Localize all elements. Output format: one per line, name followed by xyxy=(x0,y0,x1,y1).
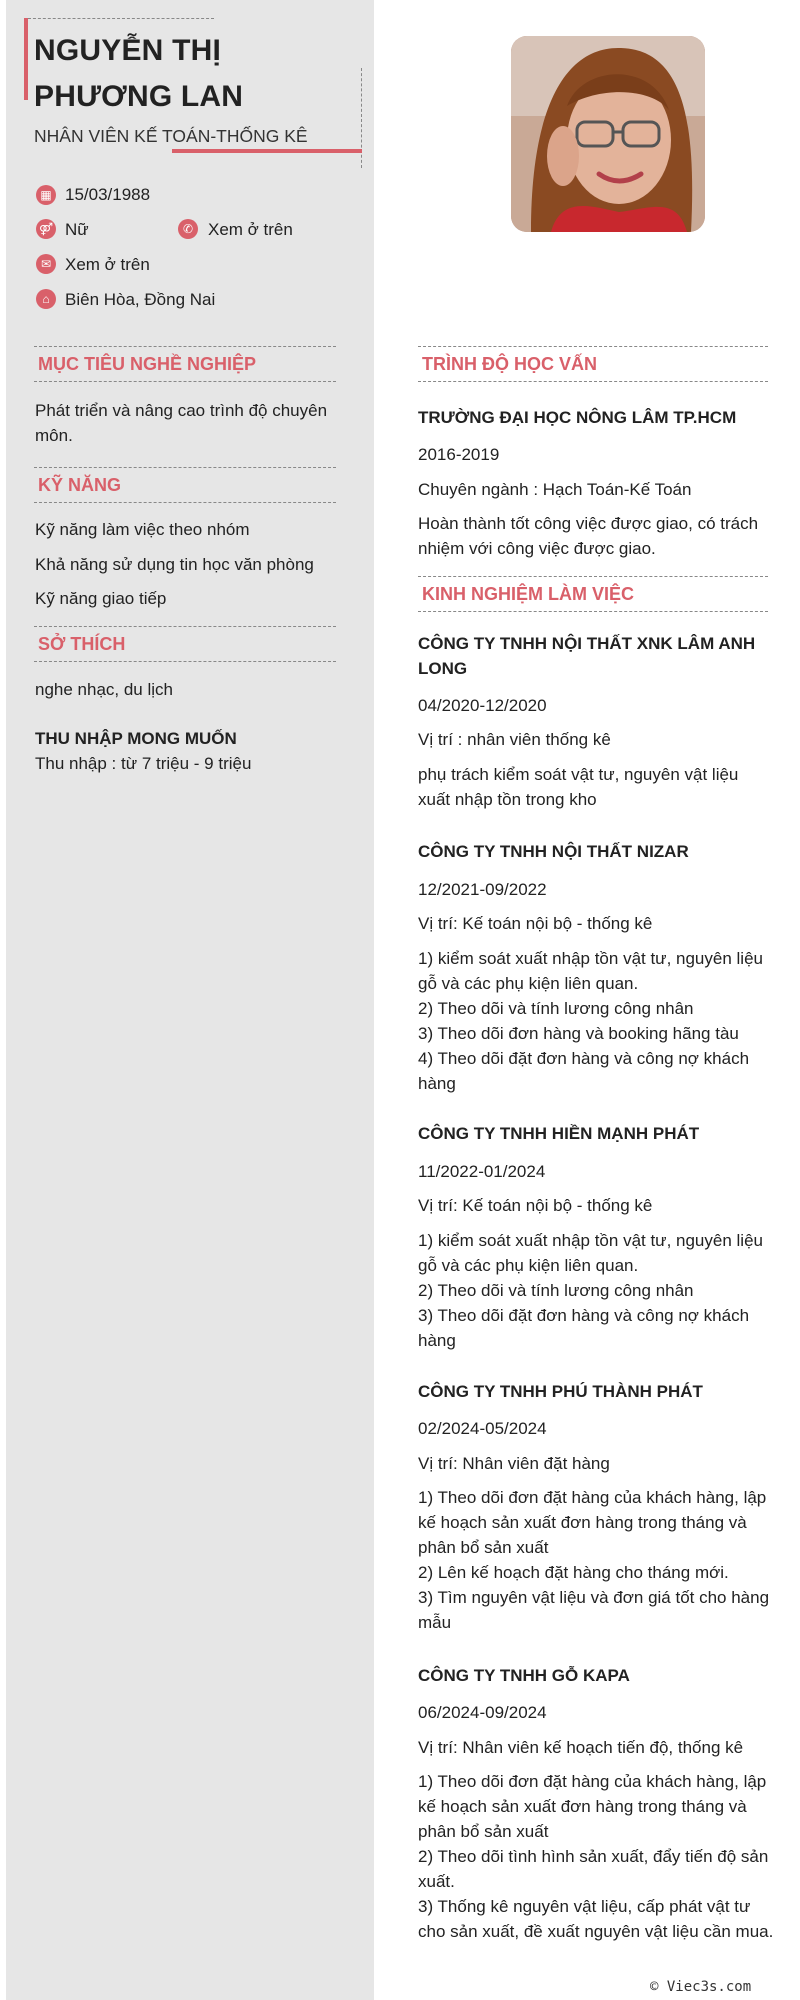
job-company: CÔNG TY TNHH PHÚ THÀNH PHÁT xyxy=(418,1382,703,1401)
job-company: CÔNG TY TNHH NỘI THẤT XNK LÂM ANH LONG xyxy=(418,634,756,678)
profile-photo xyxy=(511,36,705,232)
main-content xyxy=(374,0,800,2000)
skill-item: Kỹ năng giao tiếp xyxy=(35,589,167,608)
job-position: Vị trí: Nhân viên kế hoạch tiến độ, thống kê xyxy=(418,1738,744,1757)
hobbies-heading: SỞ THÍCH xyxy=(34,626,336,662)
job-duty: phụ trách kiểm soát vật tư, nguyên vật liệu xuất nhập tồn trong kho xyxy=(418,765,739,809)
skills-heading: KỸ NĂNG xyxy=(34,467,336,503)
job-period: 12/2021-09/2022 xyxy=(418,880,547,899)
job-duty: 1) Theo dõi đơn đặt hàng của khách hàng, lập kế hoạch sản xuất đơn hàng trong tháng và phân bổ sản xuất xyxy=(418,1772,767,1841)
email-icon: ✉ xyxy=(36,254,56,274)
job-duty: 3) Theo dõi đơn hàng và booking hãng tàu xyxy=(418,1024,739,1043)
skill-item: Kỹ năng làm việc theo nhóm xyxy=(35,520,250,539)
name-divider-right xyxy=(361,68,362,168)
gender-icon: ⚤ xyxy=(36,219,56,239)
job-duty: 1) Theo dõi đơn đặt hàng của khách hàng, lập kế hoạch sản xuất đơn hàng trong tháng và phân bổ sản xuất xyxy=(418,1488,767,1557)
gender: Nữ xyxy=(65,220,89,239)
education-note: Hoàn thành tốt công việc được giao, có trách nhiệm với công việc được giao. xyxy=(418,514,759,558)
objective-text: Phát triển và nâng cao trình độ chuyên môn. xyxy=(35,401,328,445)
salary-heading: THU NHẬP MONG MUỐN xyxy=(35,729,237,748)
calendar-icon: ▦ xyxy=(36,185,56,205)
phone-icon: ✆ xyxy=(178,219,198,239)
job-duty: 3) Theo dõi đặt đơn hàng và công nợ khách hàng xyxy=(418,1306,750,1350)
job-position: Vị trí: Kế toán nội bộ - thống kê xyxy=(418,1196,653,1215)
school-name: TRƯỜNG ĐẠI HỌC NÔNG LÂM TP.HCM xyxy=(418,408,737,427)
salary-text: Thu nhập : từ 7 triệu - 9 triệu xyxy=(35,754,252,773)
job-duty: 2) Theo dõi và tính lương công nhân xyxy=(418,999,694,1018)
job-company: CÔNG TY TNHH HIỀN MẠNH PHÁT xyxy=(418,1124,700,1143)
phone[interactable]: Xem ở trên xyxy=(208,220,293,239)
hobbies-text: nghe nhạc, du lịch xyxy=(35,680,173,699)
job-duty: 3) Tìm nguyên vật liệu và đơn giá tốt cho hàng mẫu xyxy=(418,1588,770,1632)
job-duty: 2) Theo dõi tình hình sản xuất, đẩy tiến độ sản xuất. xyxy=(418,1847,769,1891)
education-major: Chuyên ngành : Hạch Toán-Kế Toán xyxy=(418,480,692,499)
job-position: Vị trí: Nhân viên đặt hàng xyxy=(418,1454,610,1473)
job-company: CÔNG TY TNHH GỖ KAPA xyxy=(418,1666,630,1685)
education-heading: TRÌNH ĐỘ HỌC VẤN xyxy=(418,346,768,382)
education-years: 2016-2019 xyxy=(418,445,500,464)
job-position: Vị trí : nhân viên thống kê xyxy=(418,730,611,749)
skill-item: Khả năng sử dụng tin học văn phòng xyxy=(35,555,314,574)
job-duty: 1) kiểm soát xuất nhập tồn vật tư, nguyên liệu gỗ và các phụ kiện liên quan. xyxy=(418,949,763,993)
email[interactable]: Xem ở trên xyxy=(65,255,150,274)
job-duty: 3) Thống kê nguyên vật liệu, cấp phát vật tư cho sản xuất, đề xuất nguyên vật liệu cần mua. xyxy=(418,1897,774,1941)
address: Biên Hòa, Đồng Nai xyxy=(65,290,216,309)
home-icon: ⌂ xyxy=(36,289,56,309)
candidate-name: NGUYỄN THỊ PHƯƠNG LAN xyxy=(34,34,244,113)
job-position: Vị trí: Kế toán nội bộ - thống kê xyxy=(418,914,653,933)
profile-photo-image xyxy=(511,36,705,232)
job-period: 02/2024-05/2024 xyxy=(418,1419,547,1438)
birthday: 15/03/1988 xyxy=(65,185,151,204)
name-divider xyxy=(28,18,214,19)
job-duty: 4) Theo dõi đặt đơn hàng và công nợ khách hàng xyxy=(418,1049,750,1093)
job-period: 04/2020-12/2020 xyxy=(418,696,547,715)
name-accent-bar xyxy=(24,18,28,100)
job-company: CÔNG TY TNHH NỘI THẤT NIZAR xyxy=(418,842,689,861)
name-block xyxy=(24,18,364,153)
title-underline xyxy=(172,149,362,153)
experience-heading: KINH NGHIỆM LÀM VIỆC xyxy=(418,576,768,612)
sidebar xyxy=(6,0,374,2000)
footer-watermark[interactable]: © Viec3s.com xyxy=(650,1979,752,1995)
job-period: 11/2022-01/2024 xyxy=(418,1162,546,1181)
job-duty: 2) Lên kế hoạch đặt hàng cho tháng mới. xyxy=(418,1563,729,1582)
job-duty: 1) kiểm soát xuất nhập tồn vật tư, nguyên liệu gỗ và các phụ kiện liên quan. xyxy=(418,1231,763,1275)
objective-heading: MỤC TIÊU NGHỀ NGHIỆP xyxy=(34,346,336,382)
job-period: 06/2024-09/2024 xyxy=(418,1703,547,1722)
job-duty: 2) Theo dõi và tính lương công nhân xyxy=(418,1281,694,1300)
job-title: NHÂN VIÊN KẾ TOÁN-THỐNG KÊ xyxy=(34,126,308,146)
